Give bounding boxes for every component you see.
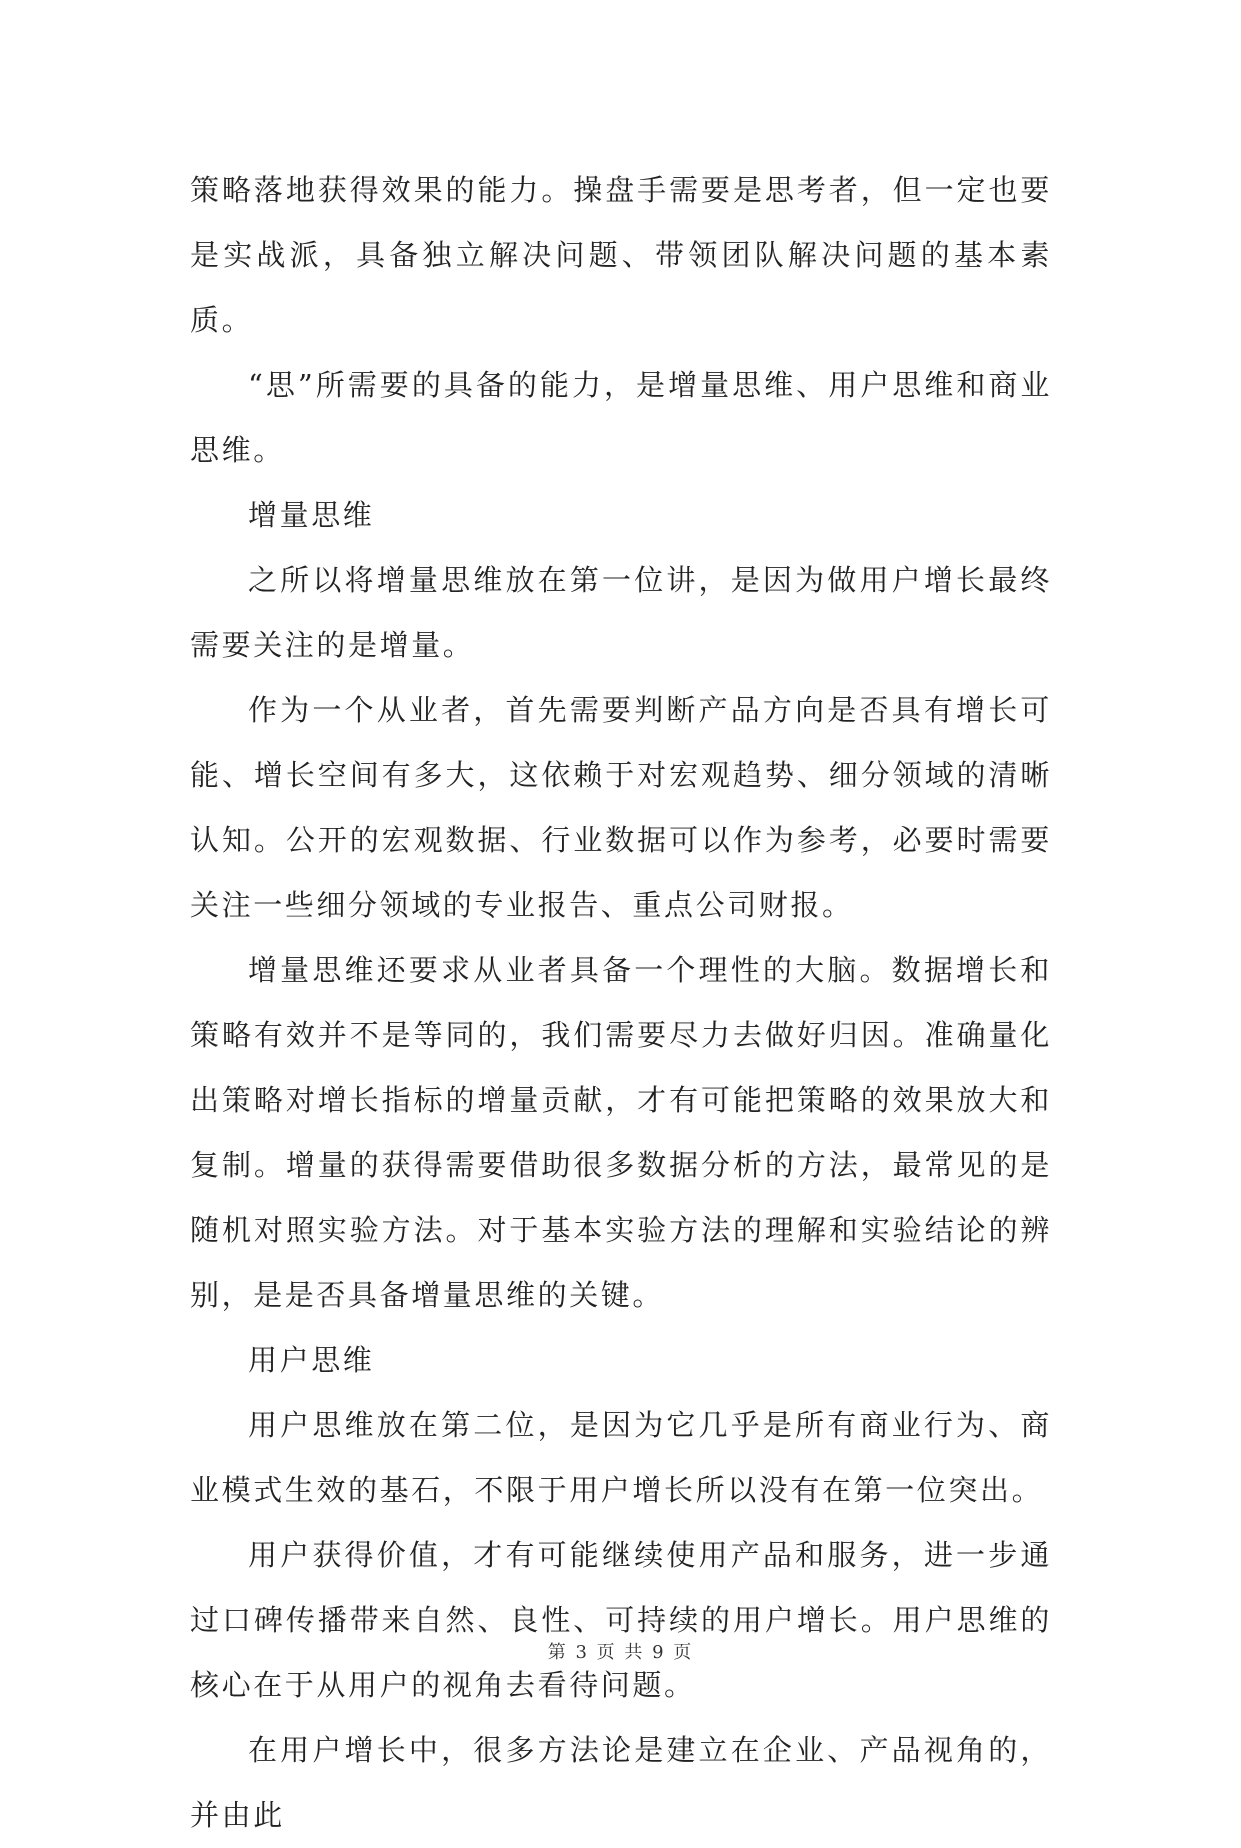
paragraph-incremental-rational: 增量思维还要求从业者具备一个理性的大脑。数据增长和策略有效并不是等同的，我们需要尽力去做好归因。准确量化出策略对增长指标的增量贡献，才有可能把策略的效果放大和复制。增量的获得需要借助很多数据分析的方法，最常见的是随机对照实验方法。对于基本实验方法的理解和实验结论的辨别，是是否具备增量思维的关键。	[190, 953, 1052, 1312]
page-number-footer: 第 3 页 共 9 页	[547, 1642, 694, 1663]
document-body	[190, 158, 1052, 1848]
paragraph-intro-abilities: “思”所需要的具备的能力，是增量思维、用户思维和商业思维。	[190, 368, 1052, 467]
paragraph-continuation: 策略落地获得效果的能力。操盘手需要是思考者，但一定也要是实战派，具备独立解决问题、带领团队解决问题的基本素质。	[190, 173, 1052, 337]
paragraph-incremental-direction: 作为一个从业者，首先需要判断产品方向是否具有增长可能、增长空间有多大，这依赖于对宏观趋势、细分领域的清晰认知。公开的宏观数据、行业数据可以作为参考，必要时需要关注一些细分领域的专业报告、重点公司财报。	[190, 693, 1052, 922]
paragraph-user-second: 用户思维放在第二位，是因为它几乎是所有商业行为、商业模式生效的基石，不限于用户增长所以没有在第一位突出。	[190, 1408, 1052, 1507]
paragraph-user-growth-methods: 在用户增长中，很多方法论是建立在企业、产品视角的，并由此	[190, 1733, 1052, 1832]
section-heading-incremental-thinking: 增量思维	[248, 498, 375, 532]
paragraph-user-value: 用户获得价值，才有可能继续使用产品和服务，进一步通过口碑传播带来自然、良性、可持续的用户增长。用户思维的核心在于从用户的视角去看待问题。	[190, 1538, 1052, 1702]
paragraph-incremental-first: 之所以将增量思维放在第一位讲，是因为做用户增长最终需要关注的是增量。	[190, 563, 1052, 662]
section-heading-user-thinking: 用户思维	[248, 1343, 375, 1377]
